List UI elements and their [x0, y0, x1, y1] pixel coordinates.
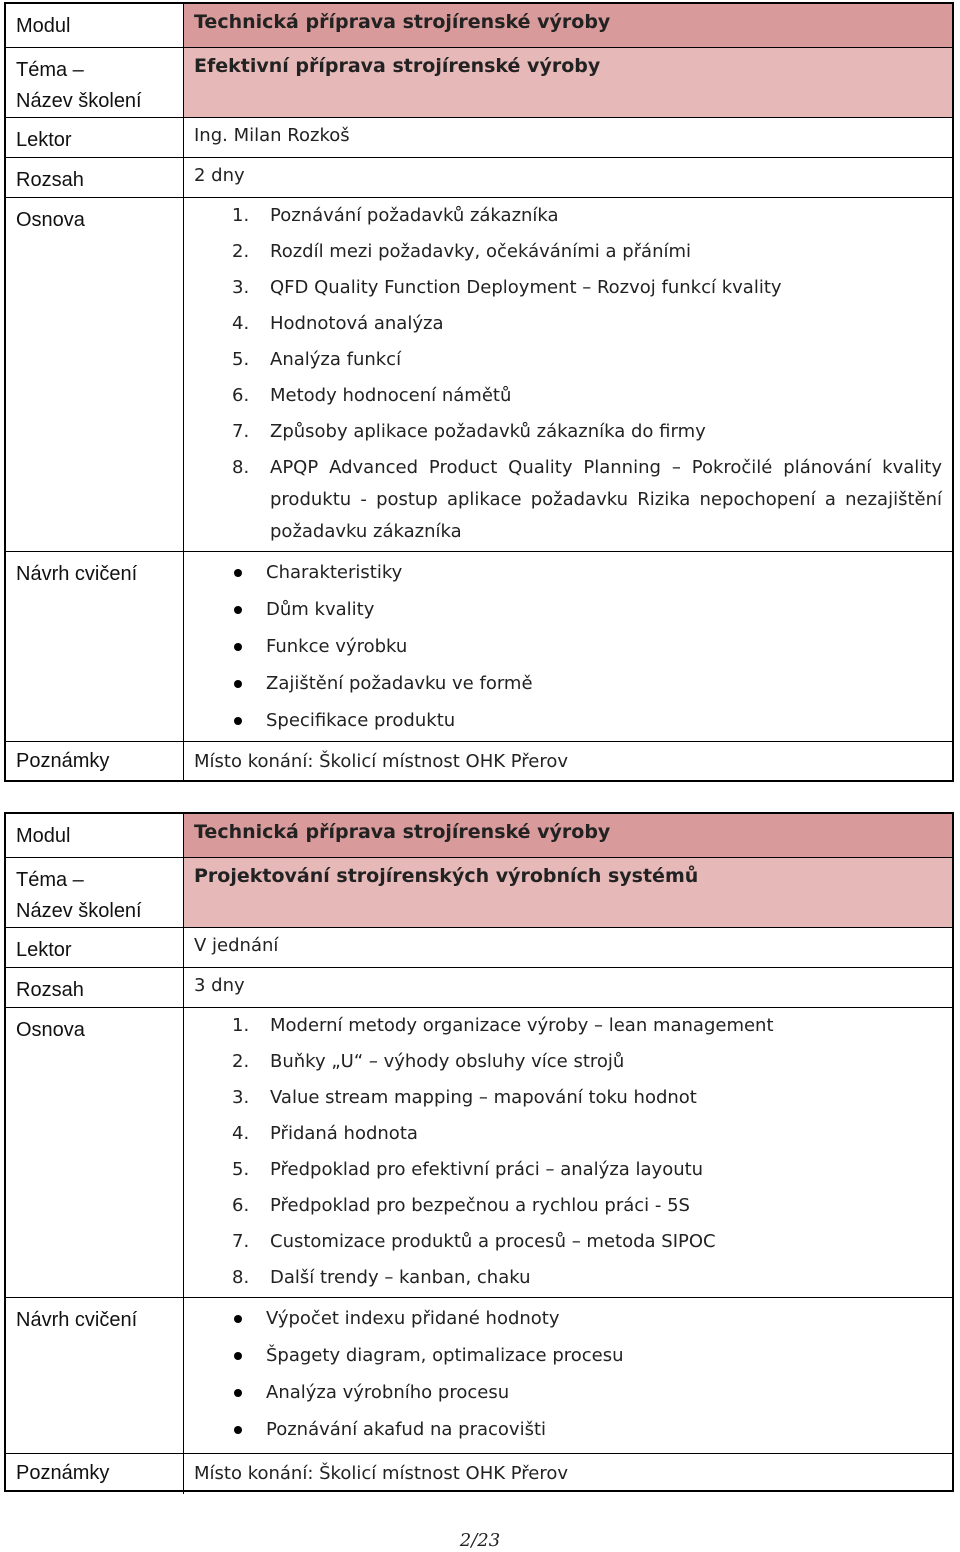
list-item: 2. Buňky „U“ – výhody obsluhy více strojů — [232, 1051, 625, 1072]
navrh-list — [194, 554, 952, 739]
rozsah-value: 3 dny — [194, 975, 245, 996]
tema-label-line2: Název školení — [16, 90, 142, 112]
navrh-row — [6, 552, 952, 742]
tema-label-line1: Téma – — [16, 59, 84, 81]
osnova-row — [6, 1008, 952, 1298]
tema-value: Projektování strojírenských výrobních systémů — [184, 858, 952, 927]
list-item: Dům kvality — [194, 591, 952, 628]
tema-row — [6, 48, 952, 118]
list-item: Špagety diagram, optimalizace procesu — [194, 1337, 952, 1374]
list-item: Poznávání akafud na pracovišti — [194, 1411, 952, 1448]
course-table-1 — [4, 2, 954, 782]
list-item: 5. Analýza funkcí — [232, 349, 402, 370]
rozsah-row — [6, 158, 952, 198]
bullet-icon — [194, 665, 266, 702]
bullet-icon — [194, 702, 266, 739]
list-item: Výpočet indexu přidané hodnoty — [194, 1300, 952, 1337]
navrh-label: Návrh cvičení — [6, 1298, 184, 1453]
tema-label — [6, 858, 184, 927]
rozsah-row — [6, 968, 952, 1008]
list-item: 1. Poznávání požadavků zákazníka — [232, 205, 559, 226]
list-item: 4. Přidaná hodnota — [232, 1123, 418, 1144]
list-item: 5. Předpoklad pro efektivní práci – analýza layoutu — [232, 1159, 704, 1180]
poznamky-row — [6, 742, 952, 780]
rozsah-label: Rozsah — [6, 968, 184, 1007]
lektor-row — [6, 928, 952, 968]
tema-label-line2: Název školení — [16, 900, 142, 922]
list-item: 7. Způsoby aplikace požadavků zákazníka do firmy — [232, 421, 706, 442]
bullet-icon — [194, 1300, 266, 1337]
navrh-content — [184, 1298, 952, 1453]
poznamky-value: Místo konání: Školicí místnost OHK Přerov — [194, 1463, 569, 1484]
poznamky-label: Poznámky — [6, 742, 184, 780]
osnova-content — [184, 198, 952, 551]
list-item: 8. APQP Advanced Product Quality Planning – Pokročilé plánování kvality produktu - postup aplikace požadavku Rizika nepochopení a nezajištění požadavku zákazníka — [232, 457, 942, 542]
navrh-label: Návrh cvičení — [6, 552, 184, 741]
tema-label — [6, 48, 184, 117]
list-item: 6. Předpoklad pro bezpečnou a rychlou práci - 5S — [232, 1195, 690, 1216]
tema-value: Efektivní příprava strojírenské výroby — [184, 48, 952, 117]
tema-row — [6, 858, 952, 928]
list-item: 1. Moderní metody organizace výroby – lean management — [232, 1015, 774, 1036]
lektor-label: Lektor — [6, 118, 184, 157]
osnova-label: Osnova — [6, 198, 184, 551]
navrh-row — [6, 1298, 952, 1454]
list-item: Zajištění požadavku ve formě — [194, 665, 952, 702]
bullet-icon — [194, 554, 266, 591]
lektor-label: Lektor — [6, 928, 184, 967]
tema-label-line1: Téma – — [16, 869, 84, 891]
osnova-list — [194, 198, 952, 548]
list-item: 8. Další trendy – kanban, chaku — [232, 1267, 531, 1288]
list-item: Funkce výrobku — [194, 628, 952, 665]
bullet-icon — [194, 1374, 266, 1411]
modul-row — [6, 4, 952, 48]
lektor-row — [6, 118, 952, 158]
lektor-value: V jednání — [194, 935, 279, 956]
lektor-value: Ing. Milan Rozkoš — [194, 125, 350, 146]
list-item: Analýza výrobního procesu — [194, 1374, 952, 1411]
osnova-list — [194, 1008, 952, 1296]
modul-value: Technická příprava strojírenské výroby — [184, 814, 952, 857]
bullet-icon — [194, 1337, 266, 1374]
osnova-label: Osnova — [6, 1008, 184, 1297]
list-item: 6. Metody hodnocení námětů — [232, 385, 512, 406]
bullet-icon — [194, 628, 266, 665]
osnova-row — [6, 198, 952, 552]
list-item: 3. QFD Quality Function Deployment – Rozvoj funkcí kvality — [232, 277, 782, 298]
navrh-content — [184, 552, 952, 741]
list-item: 3. Value stream mapping – mapování toku hodnot — [232, 1087, 697, 1108]
list-item: 7. Customizace produktů a procesů – metoda SIPOC — [232, 1231, 716, 1252]
poznamky-label: Poznámky — [6, 1454, 184, 1494]
rozsah-label: Rozsah — [6, 158, 184, 197]
modul-row — [6, 814, 952, 858]
course-table-2 — [4, 812, 954, 1492]
bullet-icon — [194, 1411, 266, 1448]
modul-label: Modul — [6, 814, 184, 857]
rozsah-value: 2 dny — [194, 165, 245, 186]
poznamky-row — [6, 1454, 952, 1494]
bullet-icon — [194, 591, 266, 628]
list-item: Charakteristiky — [194, 554, 952, 591]
navrh-list — [194, 1300, 952, 1448]
list-item: Specifikace produktu — [194, 702, 952, 739]
modul-label: Modul — [6, 4, 184, 47]
list-item: 2. Rozdíl mezi požadavky, očekáváními a přáními — [232, 241, 692, 262]
page-number: 2/23 — [459, 1530, 501, 1551]
list-item: 4. Hodnotová analýza — [232, 313, 444, 334]
modul-value: Technická příprava strojírenské výroby — [184, 4, 952, 47]
poznamky-value: Místo konání: Školicí místnost OHK Přerov — [194, 751, 569, 772]
osnova-content — [184, 1008, 952, 1297]
